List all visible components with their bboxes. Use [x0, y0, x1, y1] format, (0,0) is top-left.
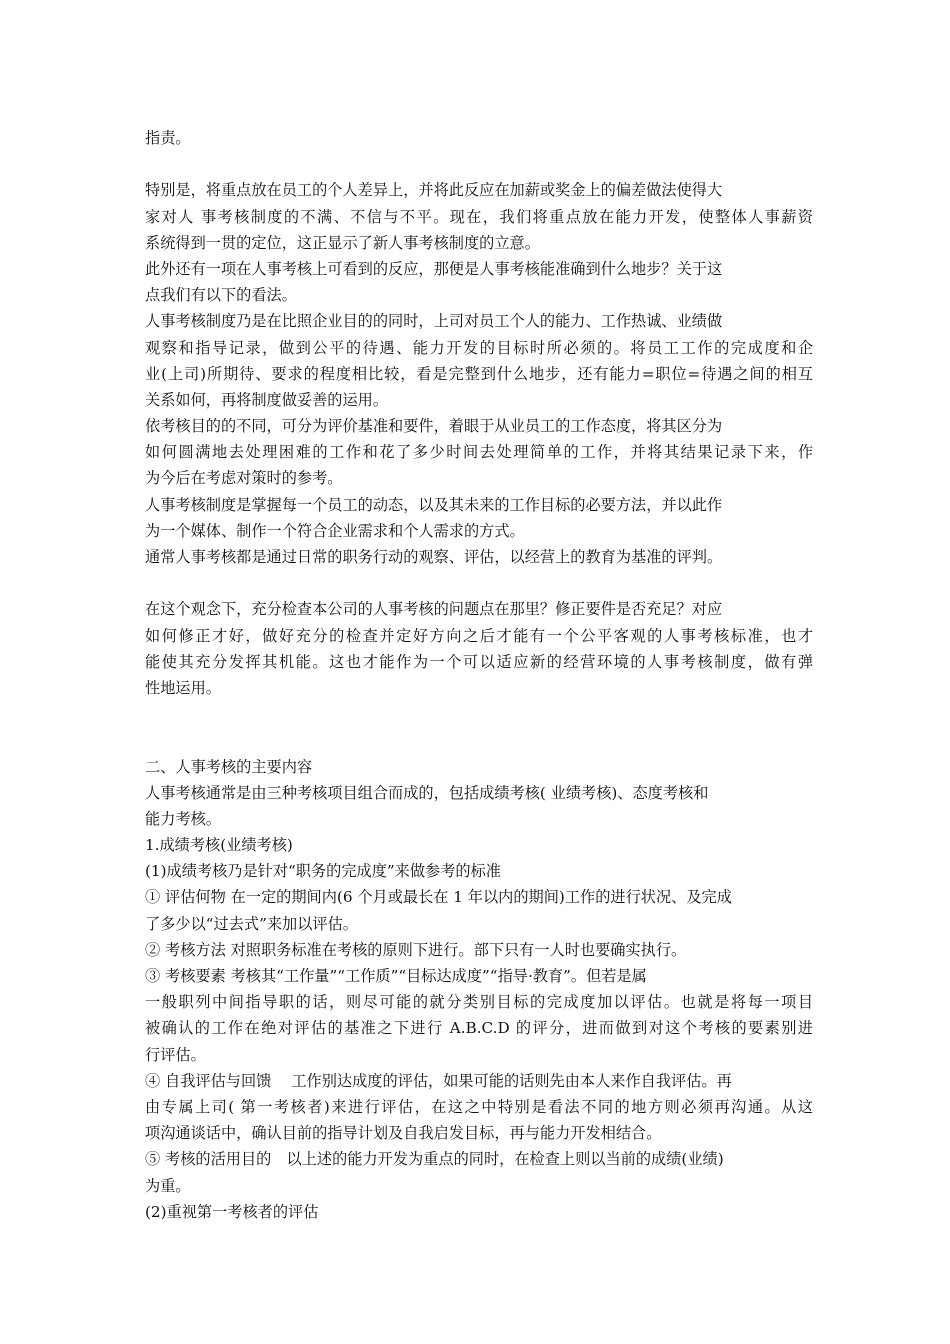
- text-line: ③ 考核要素 考核其“工作量”“工作质”“目标达成度”“指导·教育”。但若是属: [145, 967, 647, 985]
- blank-line: [145, 701, 813, 727]
- blank-line: [145, 570, 813, 596]
- text-line: 为一个媒体、制作一个符合企业需求和个人需求的方式。: [145, 521, 525, 540]
- text-line: 了多少以“过去式”来加以评估。: [145, 914, 358, 933]
- text-line: 人事考核制度是掌握每一个员工的动态，以及其未来的工作目标的必要方法，并以此作: [145, 495, 723, 514]
- text-line: 行评估。: [145, 1045, 206, 1064]
- text-line: 家对人 事考核制度的不满、不信与不平。现在，我们将重点放在能力开发，使整体人事薪资: [145, 207, 813, 226]
- text-line: 二、人事考核的主要内容: [145, 757, 313, 776]
- text-line: 此外还有一项在人事考核上可看到的反应，那便是人事考核能准确到什么地步？关于这: [145, 259, 723, 278]
- text-line: (1)成绩考核乃是针对“职务的完成度”来做参考的标准: [145, 862, 501, 881]
- text-line: ② 考核方法 对照职务标准在考核的原则下进行。部下只有一人时也要确实执行。: [145, 940, 687, 959]
- text-line: 1.成绩考核(业绩考核): [145, 836, 293, 855]
- text-line: 一般职列中间指导职的话，则尽可能的就分类别目标的完成度加以评估。也就是将每一项目: [145, 993, 813, 1012]
- text-line: ① 评估何物 在一定的期间内(6 个月或最长在 1 年以内的期间)工作的进行状况、及完成: [145, 888, 732, 907]
- text-line: 特别是，将重点放在员工的个人差异上，并将此反应在加薪或奖金上的偏差做法使得大: [145, 181, 723, 200]
- text-line: 为重。: [145, 1176, 191, 1195]
- text-line: 业(上司)所期待、要求的程度相比较，看是完整到什么地步，还有能力=职位=待遇之间的相互: [145, 364, 813, 383]
- text-line: 通常人事考核都是通过日常的职务行动的观察、评估，以经营上的教育为基准的评判。: [145, 548, 723, 566]
- blank-line: [145, 151, 813, 177]
- text-line: 性地运用。: [145, 678, 221, 697]
- text-line: 指责。: [145, 129, 191, 147]
- text-line: 观察和指导记录，做到公平的待遇、能力开发的目标时所必须的。将员工工作的完成度和企: [145, 338, 813, 357]
- document-body: [145, 125, 813, 1225]
- text-line: 在这个观念下，充分检查本公司的人事考核的问题点在那里？修正要件是否充足？对应: [145, 600, 723, 619]
- text-line: 能力考核。: [145, 809, 221, 828]
- text-line: 关系如何，再将制度做妥善的运用。: [145, 390, 388, 409]
- text-line: 为今后在考虑对策时的参考。: [145, 469, 343, 488]
- text-line: 由专属上司( 第一考核者)来进行评估，在这之中特别是看法不同的地方则必须再沟通。从这: [145, 1097, 813, 1116]
- text-line: 点我们有以下的看法。: [145, 286, 297, 305]
- blank-line: [145, 727, 813, 753]
- text-line: 如何圆满地去处理困难的工作和花了多少时间去处理简单的工作，并将其结果记录下来，作: [145, 443, 813, 462]
- text-line: 项沟通谈话中，确认目前的指导计划及自我启发目标，再与能力开发相结合。: [145, 1124, 662, 1143]
- text-line: 人事考核制度乃是在比照企业目的的同时，上司对员工个人的能力、工作热诚、业绩做: [145, 312, 723, 331]
- text-line: ⑤ 考核的活用目的 以上述的能力开发为重点的同时，在检查上则以当前的成绩(业绩): [145, 1150, 724, 1169]
- text-line: 能使其充分发挥其机能。这也才能作为一个可以适应新的经营环境的人事考核制度，做有弹: [145, 652, 813, 671]
- text-line: 依考核目的的不同，可分为评价基准和要件，着眼于从业员工的工作态度，将其区分为: [145, 417, 723, 436]
- text-line: (2)重视第一考核者的评估: [145, 1202, 319, 1221]
- text-line: 系统得到一贯的定位，这正显示了新人事考核制度的立意。: [145, 233, 540, 252]
- text-line: 如何修正才好，做好充分的检查并定好方向之后才能有一个公平客观的人事考核标准，也才: [145, 626, 813, 645]
- text-line: ④ 自我评估与回馈 工作别达成度的评估，如果可能的话则先由本人来作自我评估。再: [145, 1071, 732, 1090]
- text-line: 被确认的工作在绝对评估的基准之下进行 A.B.C.D 的评分，进而做到对这个考核的要素别进: [145, 1019, 813, 1038]
- text-line: 人事考核通常是由三种考核项目组合而成的，包括成绩考核( 业绩考核)、态度考核和: [145, 783, 709, 802]
